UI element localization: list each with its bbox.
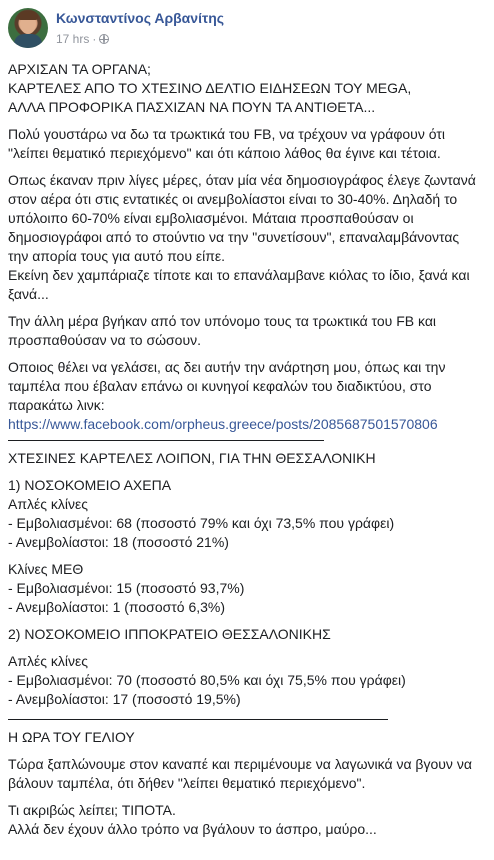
divider: [8, 719, 388, 720]
author-name[interactable]: Κωνσταντίνος Αρβανίτης: [56, 10, 225, 26]
meta-dot: ·: [92, 32, 97, 46]
text-line: - Εμβολιασμένοι: 70 (ποσοστό 80,5% και όχι 75,5% που γράφει): [8, 672, 406, 688]
text-line: - Ανεμβολίαστοι: 18 (ποσοστό 21%): [8, 534, 229, 550]
post-header: [8, 8, 488, 56]
text-line: ταμπέλα που έβαλαν επάνω οι κυνηγοί κεφαλών του διαδικτύου, στο: [8, 378, 432, 394]
text-line: Απλές κλίνες: [8, 496, 88, 512]
text-line: την απορία τους για αυτό που είπε.: [8, 248, 225, 264]
section-heading: Η ΩΡΑ ΤΟΥ ΓΕΛΙΟΥ: [8, 729, 135, 745]
text-line: ΑΡΧΙΣΑΝ ΤΑ ΟΡΓΑΝΑ;: [8, 61, 151, 77]
text-line: Εκείνη δεν χαμπάριαζε τίποτε και το επανάλαμβανε κιόλας το ίδιο, ξανά και: [8, 267, 470, 283]
post-time[interactable]: 17 hrs: [56, 32, 90, 46]
text-line: Τι ακριβώς λείπει; ΤΙΠΟΤΑ.: [8, 802, 176, 818]
text-line: Αλλά δεν έχουν άλλο τρόπο να βγάλουν το άσπρο, μαύρο...: [8, 821, 377, 837]
text-line: ΚΑΡΤΕΛΕΣ ΑΠΟ ΤΟ ΧΤΕΣΙΝΟ ΔΕΛΤΙΟ ΕΙΔΗΣΕΩΝ ΤΟΥ MEGA,: [8, 80, 412, 96]
text-line: - Ανεμβολίαστοι: 1 (ποσοστό 6,3%): [8, 599, 226, 615]
text-line: - Ανεμβολίαστοι: 17 (ποσοστό 19,5%): [8, 691, 241, 707]
text-line: προσπαθούσαν να το σώσουν.: [8, 332, 201, 348]
text-line: Κλίνες ΜΕΘ: [8, 561, 84, 577]
text-line: Οπως έκαναν πριν λίγες μέρες, όταν μία νέα δημοσιογράφος έλεγε ζωντανά: [8, 172, 476, 188]
post-meta: [56, 32, 109, 46]
post-body: [8, 60, 486, 839]
text-line: βάλουν ταμπέλα, ότι δήθεν "λείπει θεματικό περιεχόμενο".: [8, 775, 366, 791]
text-line: - Εμβολιασμένοι: 15 (ποσοστό 93,7%): [8, 580, 245, 596]
text-line: Οποιος θέλει να γελάσει, ας δει αυτήν την ανάρτηση μου, όπως και την: [8, 359, 446, 375]
text-line: παρακάτω λινκ:: [8, 397, 105, 413]
text-line: δημοσιογράφοι από το στούντιο να την "συνετίσουν", επαναλαμβάνοντας: [8, 229, 460, 245]
globe-icon[interactable]: [99, 34, 109, 44]
text-line: Τώρα ξαπλώνουμε στον καναπέ και περιμένουμε να λαγωνικά να βγουν να: [8, 756, 472, 772]
post-link[interactable]: https://www.facebook.com/orpheus.greece/posts/2085687501570806: [8, 416, 438, 432]
text-line: ξανά...: [8, 286, 49, 302]
text-line: "λείπει θεματικό περιεχόμενο" και ότι κάποιο λάθος θα έγινε και τέτοια.: [8, 145, 441, 161]
text-line: στον αέρα ότι στις εντατικές οι ανεμβολίαστοι είναι το 30-40%. Δηλαδή το: [8, 191, 458, 207]
avatar[interactable]: [8, 8, 48, 48]
section-heading: ΧΤΕΣΙΝΕΣ ΚΑΡΤΕΛΕΣ ΛΟΙΠΟΝ, ΓΙΑ ΤΗΝ ΘΕΣΣΑΛΟΝΙΚΗ: [8, 450, 376, 466]
text-line: Την άλλη μέρα βγήκαν από τον υπόνομο τους τα τρωκτικά του FB και: [8, 313, 437, 329]
hospital-heading: 1) ΝΟΣΟΚΟΜΕΙΟ ΑΧΕΠΑ: [8, 477, 172, 493]
divider: [8, 440, 324, 441]
text-line: Απλές κλίνες: [8, 653, 88, 669]
text-line: υπόλοιπο 60-70% είναι εμβολιασμένοι. Μάταια προσπαθούσαν οι: [8, 210, 414, 226]
text-line: - Εμβολιασμένοι: 68 (ποσοστό 79% και όχι 73,5% που γράφει): [8, 515, 395, 531]
text-line: ΑΛΛΑ ΠΡΟΦΟΡΙΚΑ ΠΑΣΧΙΖΑΝ ΝΑ ΠΟΥΝ ΤΑ ΑΝΤΙΘΕΤΑ...: [8, 99, 376, 115]
text-line: Πολύ γουστάρω να δω τα τρωκτικά του FB, να τρέχουν να γράφουν ότι: [8, 126, 445, 142]
hospital-heading: 2) ΝΟΣΟΚΟΜΕΙΟ ΙΠΠΟΚΡΑΤΕΙΟ ΘΕΣΣΑΛΟΝΙΚΗΣ: [8, 626, 331, 642]
